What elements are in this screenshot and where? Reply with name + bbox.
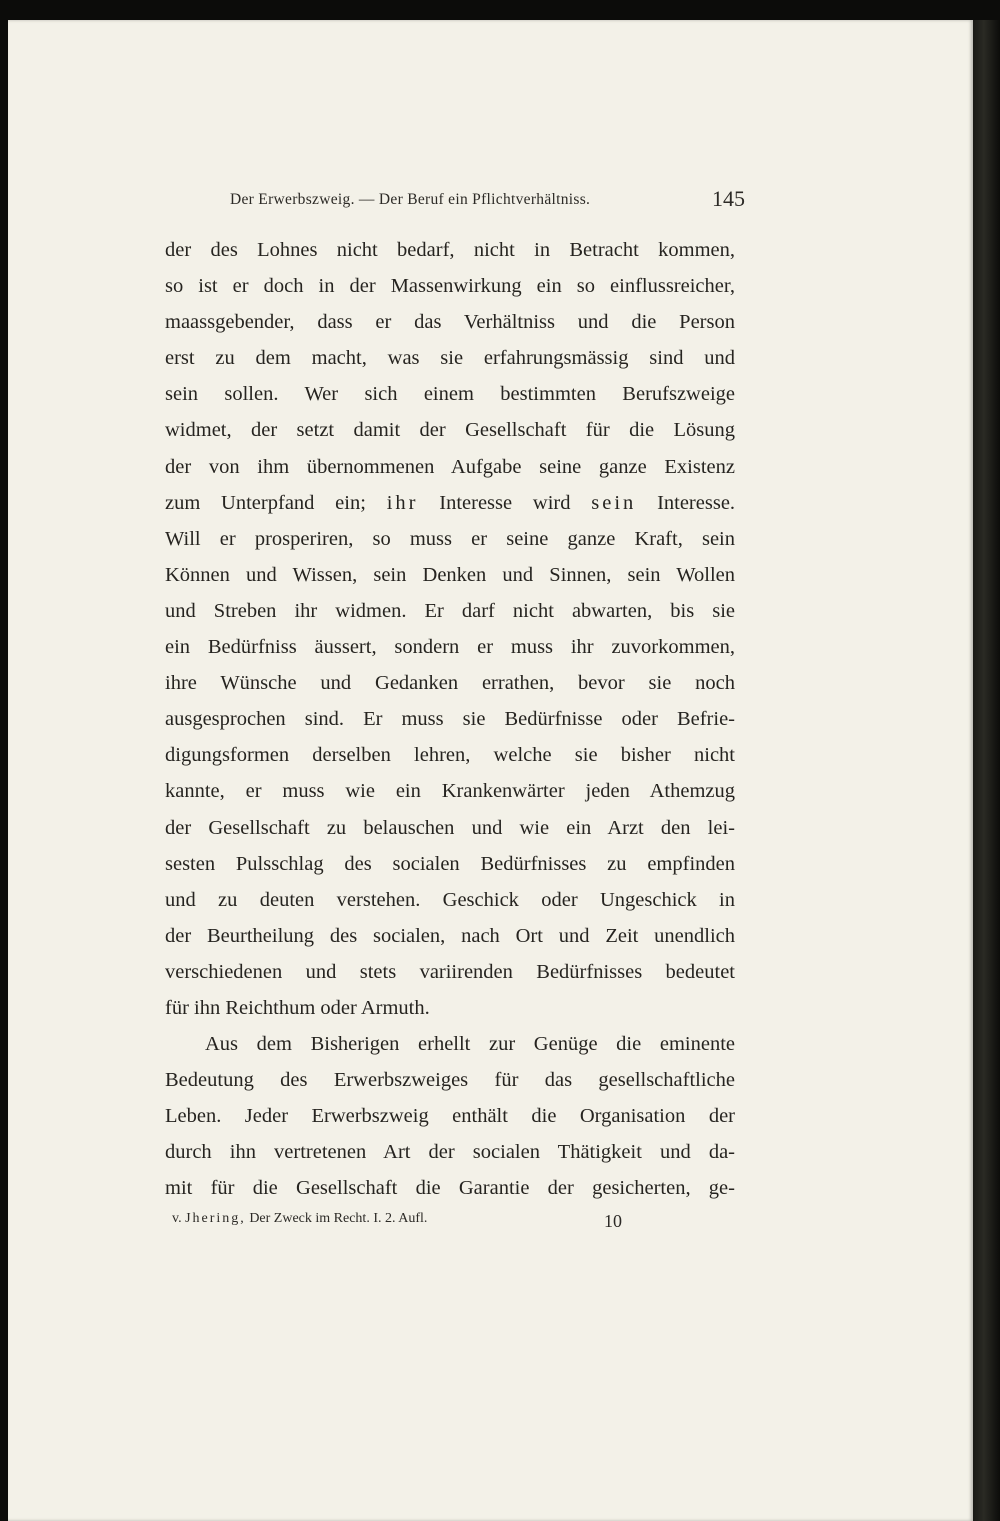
author-name: Jhering, [185,1211,246,1226]
sheet-signature: 10 [604,1211,622,1231]
emphasis-spaced: sein [591,491,637,514]
text-run: Interesse wird [439,491,571,514]
text-line: Leben. Jeder Erwerbszweig enthält die Organisation der [165,1105,735,1128]
bibliographic-reference [172,1211,427,1227]
text-line: digungsformen derselben lehren, welche sie bisher nicht [165,744,735,767]
text-line: Bedeutung des Erwerbszweiges für das gesellschaftliche [165,1069,735,1092]
text-line: und zu deuten verstehen. Geschick oder Ungeschick in [165,888,735,911]
text-line: ausgesprochen sind. Er muss sie Bedürfnisse oder Befrie- [165,708,735,731]
text-line: mit für die Gesellschaft die Garantie der gesicherten, ge- [165,1177,735,1200]
text-line [165,485,735,521]
text-run: Interesse. [657,491,736,514]
paragraph [165,232,735,1026]
text-line: ihre Wünsche und Gedanken errathen, bevor sie noch [165,672,735,695]
text-line: widmet, der setzt damit der Gesellschaft für die Lösung [165,419,735,442]
page-footer [172,1208,632,1238]
text-line: Will er prosperiren, so muss er seine ganze Kraft, sein [165,527,735,550]
page-header [230,186,745,222]
text-line: der Beurtheilung des socialen, nach Ort und Zeit unendlich [165,924,735,947]
text-line: maassgebender, dass er das Verhältniss und die Person [165,311,735,334]
emphasis-spaced: ihr [386,491,419,514]
text-line: erst zu dem macht, was sie erfahrungsmässig sind und [165,347,735,370]
body-text [165,232,735,1207]
text-line: der Gesellschaft zu belauschen und wie ein Arzt den lei- [165,816,735,839]
text-line: durch ihn vertretenen Art der socialen Thätigkeit und da- [165,1141,735,1164]
text-line: Aus dem Bisherigen erhellt zur Genüge die eminente [205,1033,735,1056]
text-line: sein sollen. Wer sich einem bestimmten Berufszweige [165,383,735,406]
page-edge-shadow [973,20,1000,1521]
text-line: und Streben ihr widmen. Er darf nicht abwarten, bis sie [165,599,735,622]
page-number: 145 [712,186,745,211]
text-line: verschiedenen und stets variirenden Bedürfnisses bedeutet [165,960,735,983]
text-line: kannte, er muss wie ein Krankenwärter jeden Athemzug [165,780,735,803]
book-title: Der Zweck im Recht. I. 2. Aufl. [249,1211,428,1226]
text-line: so ist er doch in der Massenwirkung ein so einflussreicher, [165,275,735,298]
paragraph [165,1026,735,1206]
text-line: ein Bedürfniss äussert, sondern er muss ihr zuvorkommen, [165,636,735,659]
text-line: der von ihm übernommenen Aufgabe seine ganze Existenz [165,455,735,478]
running-head: Der Erwerbszweig. — Der Beruf ein Pflichtverhältniss. [230,191,591,208]
text-run: zum Unterpfand ein; [165,491,366,514]
text-line: Können und Wissen, sein Denken und Sinnen, sein Wollen [165,563,735,586]
text-line: sesten Pulsschlag des socialen Bedürfnisses zu empfinden [165,852,735,875]
text-line: für ihn Reichthum oder Armuth. [165,996,430,1019]
author-prefix: v. [172,1211,182,1226]
text-line: der des Lohnes nicht bedarf, nicht in Betracht kommen, [165,239,735,261]
